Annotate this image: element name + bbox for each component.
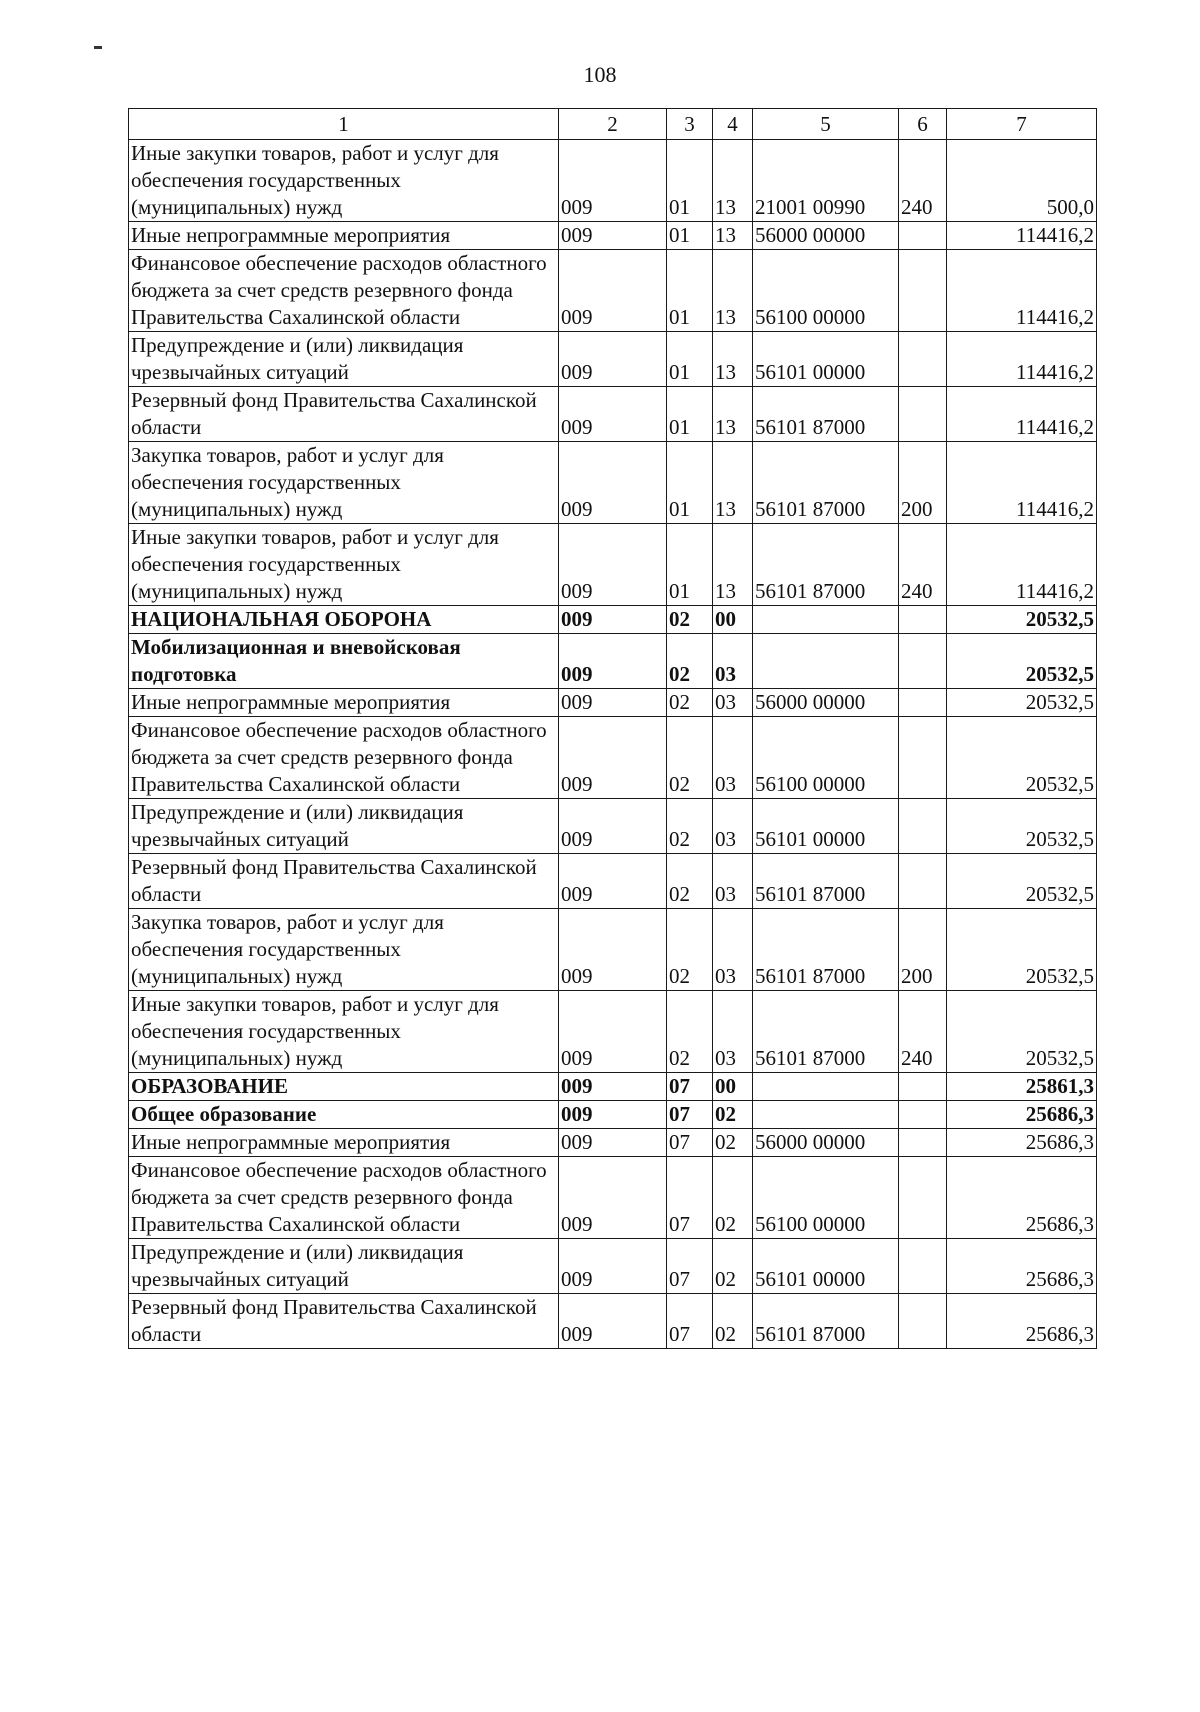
- cell-csr: 56101 87000: [753, 991, 899, 1073]
- cell-ved: 009: [559, 854, 667, 909]
- cell-rz: 07: [667, 1129, 713, 1157]
- column-header: 3: [667, 109, 713, 140]
- cell-pr: 13: [713, 387, 753, 442]
- cell-pr: 03: [713, 854, 753, 909]
- cell-csr: [753, 1073, 899, 1101]
- cell-name: Иные закупки товаров, работ и услуг для обеспечения государственных (муниципальных) нужд: [129, 524, 559, 606]
- cell-ved: 009: [559, 1294, 667, 1349]
- cell-ved: 009: [559, 1101, 667, 1129]
- table-row: [129, 909, 1097, 991]
- cell-pr: 02: [713, 1157, 753, 1239]
- table-row: [129, 1294, 1097, 1349]
- cell-pr: 03: [713, 717, 753, 799]
- column-header: 2: [559, 109, 667, 140]
- cell-pr: 02: [713, 1101, 753, 1129]
- cell-pr: 03: [713, 689, 753, 717]
- cell-ved: 009: [559, 1157, 667, 1239]
- table-row: [129, 222, 1097, 250]
- cell-vr: [899, 717, 947, 799]
- cell-ved: 009: [559, 689, 667, 717]
- cell-csr: 56101 00000: [753, 332, 899, 387]
- cell-ved: 009: [559, 524, 667, 606]
- cell-amount: 20532,5: [947, 799, 1097, 854]
- table-row: [129, 332, 1097, 387]
- cell-ved: 009: [559, 909, 667, 991]
- cell-pr: 03: [713, 634, 753, 689]
- cell-amount: 20532,5: [947, 717, 1097, 799]
- cell-amount: 114416,2: [947, 222, 1097, 250]
- cell-name: НАЦИОНАЛЬНАЯ ОБОРОНА: [129, 606, 559, 634]
- cell-name: Иные непрограммные мероприятия: [129, 222, 559, 250]
- cell-pr: 03: [713, 991, 753, 1073]
- cell-amount: 114416,2: [947, 387, 1097, 442]
- cell-csr: 56101 87000: [753, 524, 899, 606]
- cell-rz: 01: [667, 442, 713, 524]
- cell-rz: 01: [667, 332, 713, 387]
- table-body: [129, 140, 1097, 1349]
- cell-vr: [899, 1157, 947, 1239]
- cell-name: Иные непрограммные мероприятия: [129, 1129, 559, 1157]
- cell-vr: 240: [899, 140, 947, 222]
- cell-csr: 56000 00000: [753, 1129, 899, 1157]
- column-header: 7: [947, 109, 1097, 140]
- cell-amount: 114416,2: [947, 442, 1097, 524]
- cell-csr: [753, 606, 899, 634]
- cell-vr: [899, 1101, 947, 1129]
- table-row: [129, 689, 1097, 717]
- cell-vr: [899, 222, 947, 250]
- cell-name: Резервный фонд Правительства Сахалинской области: [129, 854, 559, 909]
- cell-amount: 25686,3: [947, 1129, 1097, 1157]
- cell-amount: 20532,5: [947, 689, 1097, 717]
- cell-name: Закупка товаров, работ и услуг для обеспечения государственных (муниципальных) нужд: [129, 442, 559, 524]
- column-header: 1: [129, 109, 559, 140]
- table-row: [129, 606, 1097, 634]
- cell-name: Резервный фонд Правительства Сахалинской области: [129, 387, 559, 442]
- cell-name: Общее образование: [129, 1101, 559, 1129]
- table-row: [129, 799, 1097, 854]
- cell-ved: 009: [559, 1239, 667, 1294]
- cell-pr: 13: [713, 332, 753, 387]
- cell-rz: 07: [667, 1073, 713, 1101]
- cell-amount: 25686,3: [947, 1157, 1097, 1239]
- cell-vr: [899, 332, 947, 387]
- cell-amount: 20532,5: [947, 991, 1097, 1073]
- budget-table: [128, 108, 1097, 1349]
- cell-amount: 20532,5: [947, 854, 1097, 909]
- cell-csr: 56100 00000: [753, 1157, 899, 1239]
- table-row: [129, 524, 1097, 606]
- cell-amount: 20532,5: [947, 909, 1097, 991]
- scan-mark: [94, 46, 102, 49]
- cell-ved: 009: [559, 717, 667, 799]
- cell-vr: [899, 634, 947, 689]
- cell-rz: 07: [667, 1294, 713, 1349]
- page-number: 108: [583, 62, 617, 87]
- cell-ved: 009: [559, 1129, 667, 1157]
- cell-name: Иные закупки товаров, работ и услуг для обеспечения государственных (муниципальных) нужд: [129, 991, 559, 1073]
- cell-vr: [899, 1073, 947, 1101]
- cell-ved: 009: [559, 387, 667, 442]
- cell-vr: [899, 854, 947, 909]
- cell-rz: 02: [667, 909, 713, 991]
- cell-rz: 02: [667, 991, 713, 1073]
- cell-csr: 56101 00000: [753, 1239, 899, 1294]
- cell-amount: 25861,3: [947, 1073, 1097, 1101]
- cell-csr: 56101 87000: [753, 909, 899, 991]
- cell-csr: 56000 00000: [753, 222, 899, 250]
- cell-vr: 200: [899, 442, 947, 524]
- cell-name: Закупка товаров, работ и услуг для обеспечения государственных (муниципальных) нужд: [129, 909, 559, 991]
- cell-rz: 01: [667, 222, 713, 250]
- cell-pr: 00: [713, 1073, 753, 1101]
- table-row: [129, 717, 1097, 799]
- cell-pr: 13: [713, 442, 753, 524]
- table-row: [129, 1101, 1097, 1129]
- cell-csr: [753, 634, 899, 689]
- column-header: 4: [713, 109, 753, 140]
- cell-name: Финансовое обеспечение расходов областного бюджета за счет средств резервного фонда Правительства Сахалинской области: [129, 250, 559, 332]
- cell-csr: 56101 87000: [753, 387, 899, 442]
- table-row: [129, 387, 1097, 442]
- cell-amount: 25686,3: [947, 1294, 1097, 1349]
- cell-vr: 240: [899, 524, 947, 606]
- cell-rz: 07: [667, 1101, 713, 1129]
- cell-rz: 01: [667, 387, 713, 442]
- table-row: [129, 442, 1097, 524]
- cell-vr: [899, 1294, 947, 1349]
- cell-ved: 009: [559, 634, 667, 689]
- cell-amount: 114416,2: [947, 524, 1097, 606]
- cell-csr: 56000 00000: [753, 689, 899, 717]
- cell-rz: 02: [667, 634, 713, 689]
- cell-csr: 56100 00000: [753, 717, 899, 799]
- cell-rz: 02: [667, 689, 713, 717]
- cell-vr: [899, 387, 947, 442]
- table-row: [129, 634, 1097, 689]
- cell-ved: 009: [559, 799, 667, 854]
- cell-csr: 56101 87000: [753, 1294, 899, 1349]
- cell-name: Мобилизационная и вневойсковая подготовка: [129, 634, 559, 689]
- cell-pr: 00: [713, 606, 753, 634]
- cell-vr: [899, 799, 947, 854]
- cell-vr: 240: [899, 991, 947, 1073]
- cell-pr: 02: [713, 1294, 753, 1349]
- cell-pr: 13: [713, 222, 753, 250]
- cell-name: Предупреждение и (или) ликвидация чрезвычайных ситуаций: [129, 332, 559, 387]
- cell-pr: 03: [713, 909, 753, 991]
- table-row: [129, 1157, 1097, 1239]
- cell-vr: [899, 250, 947, 332]
- table-row: [129, 854, 1097, 909]
- cell-rz: 01: [667, 140, 713, 222]
- cell-vr: [899, 606, 947, 634]
- table-row: [129, 250, 1097, 332]
- cell-pr: 13: [713, 524, 753, 606]
- cell-csr: 56101 87000: [753, 442, 899, 524]
- cell-rz: 02: [667, 606, 713, 634]
- cell-vr: [899, 689, 947, 717]
- cell-pr: 02: [713, 1239, 753, 1294]
- cell-amount: 25686,3: [947, 1101, 1097, 1129]
- cell-rz: 01: [667, 524, 713, 606]
- cell-amount: 114416,2: [947, 250, 1097, 332]
- cell-name: Предупреждение и (или) ликвидация чрезвычайных ситуаций: [129, 1239, 559, 1294]
- cell-csr: 21001 00990: [753, 140, 899, 222]
- cell-name: Резервный фонд Правительства Сахалинской области: [129, 1294, 559, 1349]
- column-header: 6: [899, 109, 947, 140]
- cell-csr: 56101 00000: [753, 799, 899, 854]
- cell-rz: 02: [667, 854, 713, 909]
- table-row: [129, 1129, 1097, 1157]
- cell-name: Предупреждение и (или) ликвидация чрезвычайных ситуаций: [129, 799, 559, 854]
- cell-pr: 13: [713, 250, 753, 332]
- cell-amount: 20532,5: [947, 634, 1097, 689]
- cell-amount: 20532,5: [947, 606, 1097, 634]
- cell-ved: 009: [559, 250, 667, 332]
- cell-rz: 07: [667, 1157, 713, 1239]
- cell-vr: [899, 1239, 947, 1294]
- cell-rz: 02: [667, 799, 713, 854]
- cell-amount: 114416,2: [947, 332, 1097, 387]
- cell-pr: 02: [713, 1129, 753, 1157]
- cell-csr: 56101 87000: [753, 854, 899, 909]
- cell-pr: 03: [713, 799, 753, 854]
- cell-pr: 13: [713, 140, 753, 222]
- cell-rz: 07: [667, 1239, 713, 1294]
- cell-name: Иные закупки товаров, работ и услуг для обеспечения государственных (муниципальных) нужд: [129, 140, 559, 222]
- table-row: [129, 140, 1097, 222]
- cell-ved: 009: [559, 1073, 667, 1101]
- cell-vr: [899, 1129, 947, 1157]
- cell-ved: 009: [559, 606, 667, 634]
- cell-csr: [753, 1101, 899, 1129]
- cell-name: Финансовое обеспечение расходов областного бюджета за счет средств резервного фонда Правительства Сахалинской области: [129, 717, 559, 799]
- cell-name: Финансовое обеспечение расходов областного бюджета за счет средств резервного фонда Правительства Сахалинской области: [129, 1157, 559, 1239]
- cell-csr: 56100 00000: [753, 250, 899, 332]
- cell-vr: 200: [899, 909, 947, 991]
- cell-rz: 01: [667, 250, 713, 332]
- table-row: [129, 1073, 1097, 1101]
- cell-name: Иные непрограммные мероприятия: [129, 689, 559, 717]
- cell-ved: 009: [559, 140, 667, 222]
- cell-amount: 500,0: [947, 140, 1097, 222]
- cell-ved: 009: [559, 222, 667, 250]
- cell-amount: 25686,3: [947, 1239, 1097, 1294]
- table-row: [129, 1239, 1097, 1294]
- column-header: 5: [753, 109, 899, 140]
- cell-name: ОБРАЗОВАНИЕ: [129, 1073, 559, 1101]
- cell-ved: 009: [559, 991, 667, 1073]
- table-row: [129, 991, 1097, 1073]
- cell-ved: 009: [559, 442, 667, 524]
- table-header-row: [129, 109, 1097, 140]
- cell-ved: 009: [559, 332, 667, 387]
- cell-rz: 02: [667, 717, 713, 799]
